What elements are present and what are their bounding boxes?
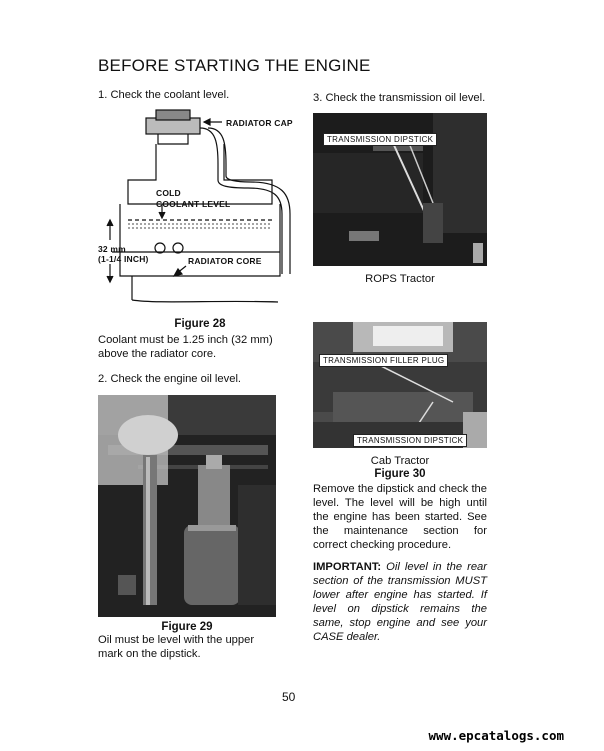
rops-tractor-caption: ROPS Tractor: [365, 273, 435, 285]
step-2-text: 2. Check the engine oil level.: [98, 373, 242, 385]
dimension-line-2: (1-1/4 INCH): [98, 254, 149, 264]
figure-30-label: Figure 30: [374, 468, 426, 480]
important-note: [313, 560, 487, 644]
figure-28-caption: Coolant must be 1.25 inch (32 mm) above the radiator core.: [98, 334, 273, 360]
cab-tractor-photo-illustration: [313, 322, 487, 448]
cab-dipstick-callout: TRANSMISSION DIPSTICK: [353, 434, 467, 447]
cab-tractor-photo: [313, 322, 487, 448]
figure-29-caption: Oil must be level with the upper mark on the dipstick.: [98, 634, 255, 660]
engine-oil-photo-illustration: [98, 395, 276, 617]
important-label: IMPORTANT:: [313, 561, 382, 573]
page-title: BEFORE STARTING THE ENGINE: [98, 56, 371, 75]
dimension-line-1: 32 mm: [98, 244, 126, 254]
radiator-core-label: RADIATOR CORE: [188, 256, 262, 266]
coolant-diagram: [98, 104, 302, 312]
step-1-text: 1. Check the coolant level.: [98, 89, 230, 101]
cold-coolant-level-line-2: COOLANT LEVEL: [156, 199, 231, 209]
important-text: Oil level in the rear section of the transmission MUST lower after engine has started. If level on dipstick remains the same, stop engine and see your CASE dealer.: [313, 561, 487, 643]
cold-coolant-level-label: [156, 188, 230, 210]
rops-tractor-photo: [313, 113, 487, 266]
rops-dipstick-callout: TRANSMISSION DIPSTICK: [323, 133, 437, 146]
cab-tractor-caption: Cab Tractor: [370, 455, 430, 467]
engine-oil-photo: [98, 395, 276, 617]
dimension-label: [98, 244, 149, 264]
figure-30-text: Remove the dipstick and check the level. The level will be high until the engine has been started. See the maintenance section for correct checking procedure.: [313, 483, 487, 551]
footer-url: www.epcatalogs.com: [428, 728, 564, 743]
step-3-text: 3. Check the transmission oil level.: [313, 92, 486, 104]
cold-coolant-level-line-1: COLD: [156, 188, 181, 198]
figure-28-label: Figure 28: [174, 318, 226, 330]
figure-29-label: Figure 29: [161, 621, 213, 633]
radiator-cap-label: RADIATOR CAP: [226, 118, 293, 128]
cab-filler-plug-callout: TRANSMISSION FILLER PLUG: [319, 354, 448, 367]
page-number: 50: [282, 690, 296, 704]
